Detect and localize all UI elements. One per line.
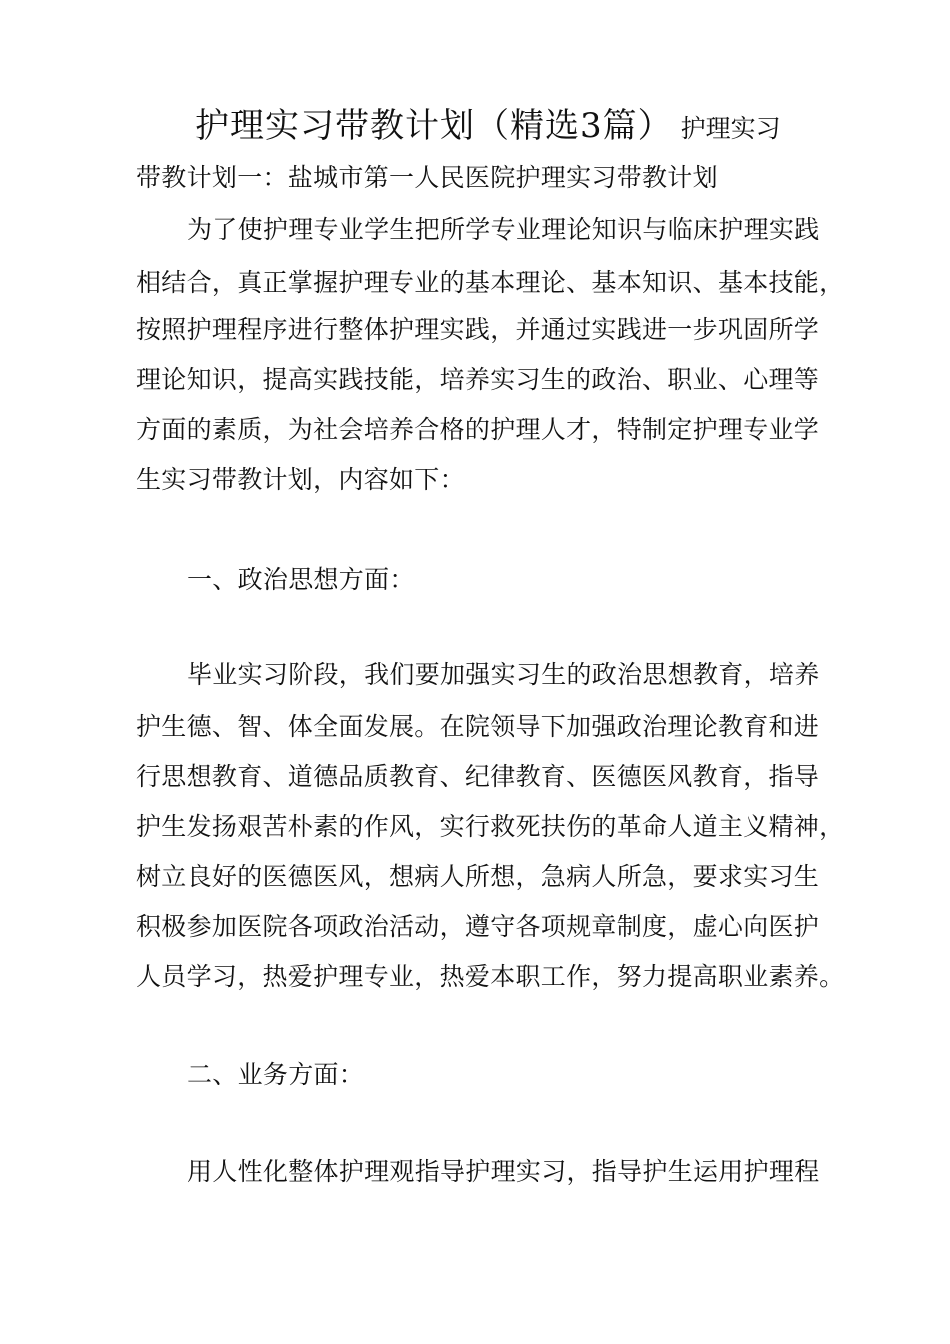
section1-line: 树立良好的医德医风，想病人所想，急病人所急，要求实习生: [136, 862, 820, 891]
document-title: [195, 98, 781, 147]
section1-line: 毕业实习阶段，我们要加强实习生的政治思想教育，培养: [187, 660, 820, 689]
intro-line: 按照护理程序进行整体护理实践，并通过实践进一步巩固所学: [136, 315, 820, 344]
title-main: 护理实习带教计划（精选3篇）: [195, 106, 673, 146]
intro-line: 相结合，真正掌握护理专业的基本理论、基本知识、基本技能，: [136, 268, 845, 297]
section-heading: 一、政治思想方面：: [187, 565, 415, 594]
intro-line: 生实习带教计划，内容如下：: [136, 465, 465, 494]
section1-line: 人员学习，热爱护理专业，热爱本职工作，努力提高职业素养。: [136, 962, 845, 991]
intro-line: 为了使护理专业学生把所学专业理论知识与临床护理实践: [187, 215, 820, 244]
section1-line: 护生发扬艰苦朴素的作风，实行救死扶伤的革命人道主义精神，: [136, 812, 845, 841]
section-heading: 二、业务方面：: [187, 1060, 365, 1089]
section2-line: 用人性化整体护理观指导护理实习，指导护生运用护理程: [187, 1157, 820, 1186]
section1-line: 行思想教育、道德品质教育、纪律教育、医德医风教育，指导: [136, 762, 820, 791]
intro-line: 方面的素质，为社会培养合格的护理人才，特制定护理专业学: [136, 415, 820, 444]
subtitle: 带教计划一：盐城市第一人民医院护理实习带教计划: [136, 163, 718, 192]
section1-line: 积极参加医院各项政治活动，遵守各项规章制度，虚心向医护: [136, 912, 820, 941]
intro-line: 理论知识，提高实践技能，培养实习生的政治、职业、心理等: [136, 365, 820, 394]
title-tail: 护理实习: [680, 114, 781, 143]
section1-line: 护生德、智、体全面发展。在院领导下加强政治理论教育和进: [136, 712, 820, 741]
